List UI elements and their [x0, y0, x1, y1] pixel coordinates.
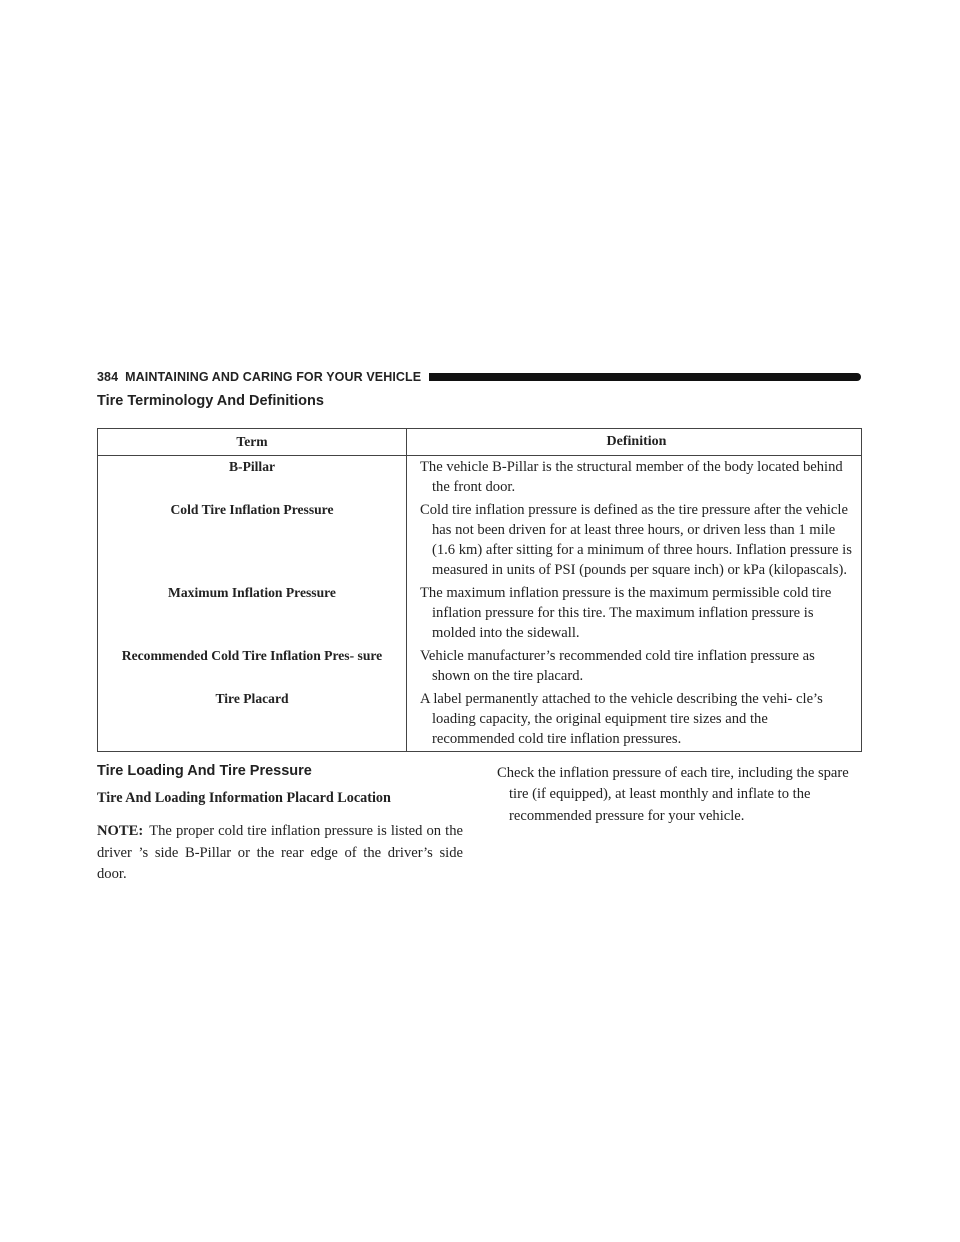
term-cell: Tire Placard [98, 688, 407, 752]
running-header [97, 369, 861, 385]
term-cell: Recommended Cold Tire Inflation Pres- sure [98, 645, 407, 688]
left-column [97, 788, 463, 886]
section-title: Tire Terminology And Definitions [97, 393, 324, 409]
page-number: 384 [97, 370, 119, 384]
table-row [98, 499, 862, 582]
note-label: NOTE: [97, 823, 144, 840]
table-row [98, 582, 862, 645]
table-row [98, 645, 862, 688]
note-paragraph [97, 821, 463, 885]
column-header-definition: Definition [606, 434, 667, 449]
term-cell: Cold Tire Inflation Pressure [98, 499, 407, 582]
term-cell: Maximum Inflation Pressure [98, 582, 407, 645]
definition-cell: The maximum inflation pressure is the maximum permissible cold tire inflation pressure for this tire. The maximum inflation pressure is molded into the sidewall. [420, 585, 832, 641]
note-text: The proper cold tire inflation pressure is listed on the driver ’s side B-Pillar or the rear edge of the driver’s side door. [97, 823, 463, 883]
column-header-term: Term [98, 429, 407, 456]
table-row [98, 688, 862, 752]
definition-cell: Vehicle manufacturer’s recommended cold tire inflation pressure as shown on the tire placard. [420, 648, 815, 684]
placard-location-heading: Tire And Loading Information Placard Location [97, 790, 391, 806]
table-row [98, 456, 862, 500]
table-header-row [98, 429, 862, 456]
term-cell: B-Pillar [98, 456, 407, 500]
subsection-title: Tire Loading And Tire Pressure [97, 763, 312, 779]
terminology-table [97, 428, 862, 752]
right-column [497, 763, 863, 827]
definition-cell: The vehicle B-Pillar is the structural member of the body located behind the front door. [420, 459, 843, 495]
definition-cell: A label permanently attached to the vehicle describing the vehi- cle’s loading capacity, the original equipment tire sizes and the recommended cold tire inflation pressures. [420, 691, 823, 747]
definition-cell: Cold tire inflation pressure is defined as the tire pressure after the vehicle has not been driven for at least three hours, or driven less than 1 mile (1.6 km) after sitting for a minimum of three hours. Inflation pressure is measured in units of PSI (pounds per square inch) or kPa (kilopascals). [420, 502, 852, 578]
inflation-check-paragraph: Check the inflation pressure of each tire, including the spare tire (if equipped), at least monthly and inflate to the recommended pressure for your vehicle. [497, 765, 849, 824]
header-rule [429, 373, 861, 381]
running-title: MAINTAINING AND CARING FOR YOUR VEHICLE [125, 370, 422, 384]
